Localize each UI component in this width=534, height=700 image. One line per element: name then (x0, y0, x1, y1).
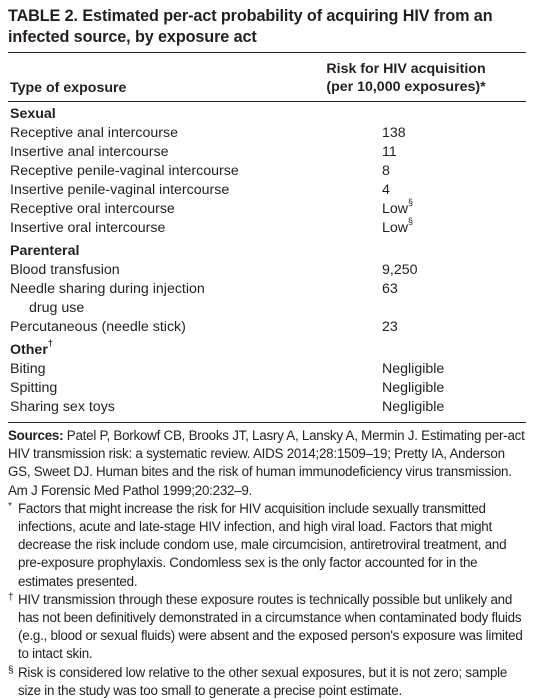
table-body (8, 102, 526, 422)
exposure-cell: Insertive penile-vaginal intercourse (10, 182, 230, 198)
exposure-cell: Biting (10, 361, 46, 377)
table-row (8, 162, 526, 181)
risk-cell (382, 197, 526, 219)
footnote-mark: § (8, 664, 14, 676)
table-row (8, 124, 526, 143)
sources-label: Sources: (8, 428, 64, 443)
exposure-cell: Receptive anal intercourse (10, 125, 178, 141)
exposure-cell: Receptive oral intercourse (10, 201, 175, 217)
exposure-cell: Receptive penile-vaginal intercourse (10, 163, 239, 179)
column-header-risk-line1: Risk for HIV acquisition (326, 61, 486, 77)
sources-text: Patel P, Borkowf CB, Brooks JT, Lasry A, Lansky A, Mermin J. Estimating per-act HIV transmission risk: a systematic review. AIDS 2014;28:1509–19; Pretty IA, Anderson GS, Sweet DJ. Human bites and the risk of human immunodeficiency virus transmission. Am J Forensic Med Pathol 1999;20:232–9. (8, 428, 525, 498)
footnote-text: Factors that might increase the risk for HIV acquisition include sexually transmitted infections, acute and late-stage HIV infection, and high viral load. Factors that might decrease the risk include condom use, male circumcision, antiretroviral treatment, and pre-exposure prophylaxis. Condomless sex is the only factor accounted for in the estimates presented. (18, 500, 507, 589)
group-label-sexual: Sexual (10, 106, 56, 122)
footnote-mark: * (8, 500, 12, 512)
risk-cell: 9,250 (382, 262, 418, 278)
risk-cell: Negligible (382, 399, 445, 415)
footnote-text: HIV transmission through these exposure routes is technically possible but unlikely and has not been definitively demonstrated in a circumstance when contaminated body fluids (e.g., blood or sexual fluids) were absent and the exposed person's exposure was limited to intact skin. (18, 591, 523, 662)
exposure-cell: Blood transfusion (10, 262, 120, 278)
table-row (8, 360, 526, 379)
exposure-text: Needle sharing during injection (10, 281, 205, 297)
footnotes (8, 423, 526, 700)
table-row (8, 216, 526, 238)
table-row (8, 280, 526, 318)
risk-cell: 138 (382, 125, 406, 141)
risk-value: Low (382, 220, 409, 236)
group-label-other (8, 338, 526, 360)
risk-value: Low (382, 201, 409, 217)
column-header-risk (306, 60, 506, 96)
exposure-text-continued: drug use (29, 300, 85, 316)
exposure-cell: Spitting (10, 380, 58, 396)
footnote-section (8, 664, 526, 700)
footnote-mark-dagger: † (47, 338, 53, 349)
table-title: TABLE 2. Estimated per-act probability of acquiring HIV from an infected source, by exposure act (8, 7, 493, 46)
risk-cell: Negligible (382, 361, 445, 377)
risk-cell: 4 (382, 182, 390, 198)
table-row (8, 197, 526, 219)
table-row (8, 143, 526, 162)
column-header-risk-line2: (per 10,000 exposures)* (326, 79, 486, 95)
table-row (8, 181, 526, 200)
risk-cell: 63 (382, 281, 398, 297)
risk-cell: 23 (382, 319, 398, 335)
table-row (8, 318, 526, 337)
footnote-dagger (8, 591, 526, 664)
exposure-cell: Insertive anal intercourse (10, 144, 169, 160)
table-document (8, 6, 526, 700)
table-row (8, 398, 526, 417)
footnote-mark: † (8, 591, 14, 603)
table-row (8, 261, 526, 280)
column-header-type: Type of exposure (10, 80, 127, 96)
exposure-cell (8, 280, 382, 318)
sources-note (8, 427, 526, 500)
footnote-mark-section: § (408, 197, 414, 208)
footnote-mark-section: § (408, 216, 414, 227)
risk-cell: Negligible (382, 380, 445, 396)
risk-cell (382, 216, 526, 238)
table-row (8, 379, 526, 398)
exposure-cell: Sharing sex toys (10, 399, 115, 415)
risk-cell: 11 (382, 144, 397, 160)
group-label-other-text: Other (10, 342, 48, 358)
exposure-cell: Percutaneous (needle stick) (10, 319, 186, 335)
footnote-text: Risk is considered low relative to the other sexual exposures, but it is not zero; sample size in the study was too small to generate a precise point estimate. (18, 664, 508, 698)
exposure-cell: Insertive oral intercourse (10, 220, 166, 236)
group-label-parenteral: Parenteral (10, 243, 80, 259)
footnote-asterisk (8, 500, 526, 591)
table-header (8, 53, 526, 101)
risk-cell: 8 (382, 163, 390, 179)
